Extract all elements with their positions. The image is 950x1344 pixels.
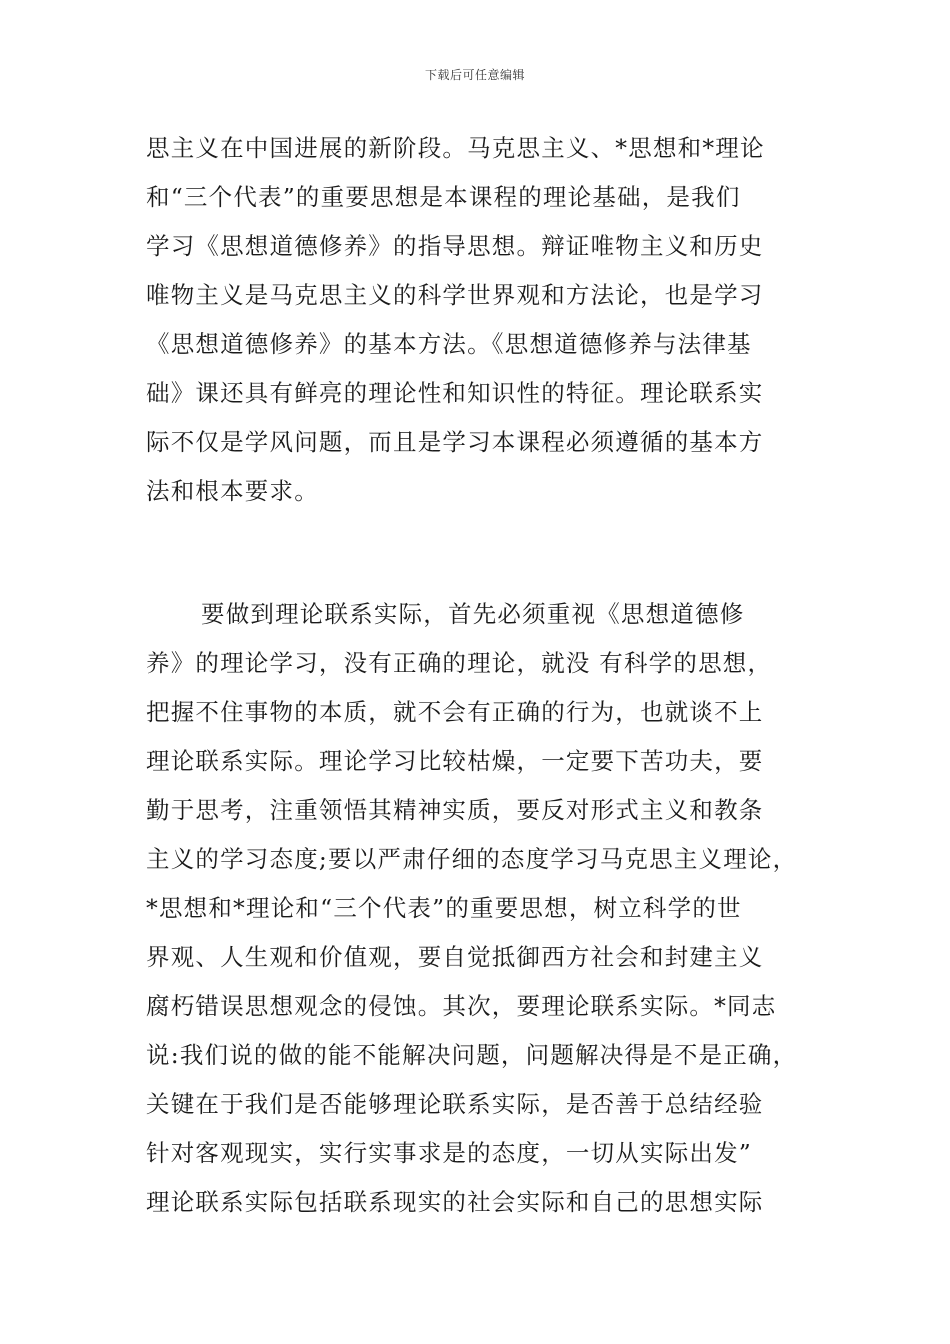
text-line: 础》课还具有鲜亮的理论性和知识性的特征。理论联系实 bbox=[146, 379, 764, 407]
text-line: 唯物主义是马克思主义的科学世界观和方法论，也是学习 bbox=[146, 281, 764, 309]
text-line: 勤于思考，注重领悟其精神实质，要反对形式主义和教条 bbox=[146, 796, 764, 824]
text-line: 界观、人生观和价值观，要自觉抵御西方社会和封建主义 bbox=[146, 943, 764, 971]
header-note: 下载后可任意编辑 bbox=[424, 68, 525, 82]
text-line: 针对客观现实，实行实事求是的态度，一切从实际出发” bbox=[146, 1139, 753, 1167]
text-line: 腐朽错误思想观念的侵蚀。其次，要理论联系实际。*同志 bbox=[146, 992, 777, 1020]
text-line: 说:我们说的做的能不能解决问题，问题解决得是不是正确， bbox=[146, 1041, 798, 1069]
document-body bbox=[146, 124, 816, 1227]
text-line: 《思想道德修养》的基本方法。《思想道德修养与法律基 bbox=[146, 330, 752, 358]
text-line: 法和根本要求。 bbox=[146, 477, 319, 505]
text-line: 理论联系实际包括联系现实的社会实际和自己的思想实际 bbox=[146, 1188, 764, 1216]
text-line: 思主义在中国进展的新阶段。马克思主义、*思想和*理论 bbox=[146, 134, 765, 162]
text-line: 养》的理论学习，没有正确的理论，就没 有科学的思想， bbox=[146, 649, 773, 677]
text-line: 理论联系实际。理论学习比较枯燥，一定要下苦功夫，要 bbox=[146, 747, 764, 775]
text-line: *思想和*理论和“三个代表”的重要思想，树立科学的世 bbox=[146, 894, 742, 922]
paragraph-spacer bbox=[146, 516, 816, 590]
paragraph bbox=[146, 590, 816, 1227]
paragraph bbox=[146, 124, 816, 516]
text-line: 际不仅是学风问题，而且是学习本课程必须遵循的基本方 bbox=[146, 428, 764, 456]
text-line: 主义的学习态度;要以严肃仔细的态度学习马克思主义理论， bbox=[146, 845, 798, 873]
text-line: 关键在于我们是否能够理论联系实际，是否善于总结经验 bbox=[146, 1090, 764, 1118]
text-line: 要做到理论联系实际，首先必须重视《思想道德修 bbox=[201, 600, 745, 628]
text-line: 把握不住事物的本质，就不会有正确的行为，也就谈不上 bbox=[146, 698, 764, 726]
text-line: 学习《思想道德修养》的指导思想。辩证唯物主义和历史 bbox=[146, 232, 764, 260]
text-line: 和“三个代表”的重要思想是本课程的理论基础，是我们 bbox=[146, 183, 741, 211]
